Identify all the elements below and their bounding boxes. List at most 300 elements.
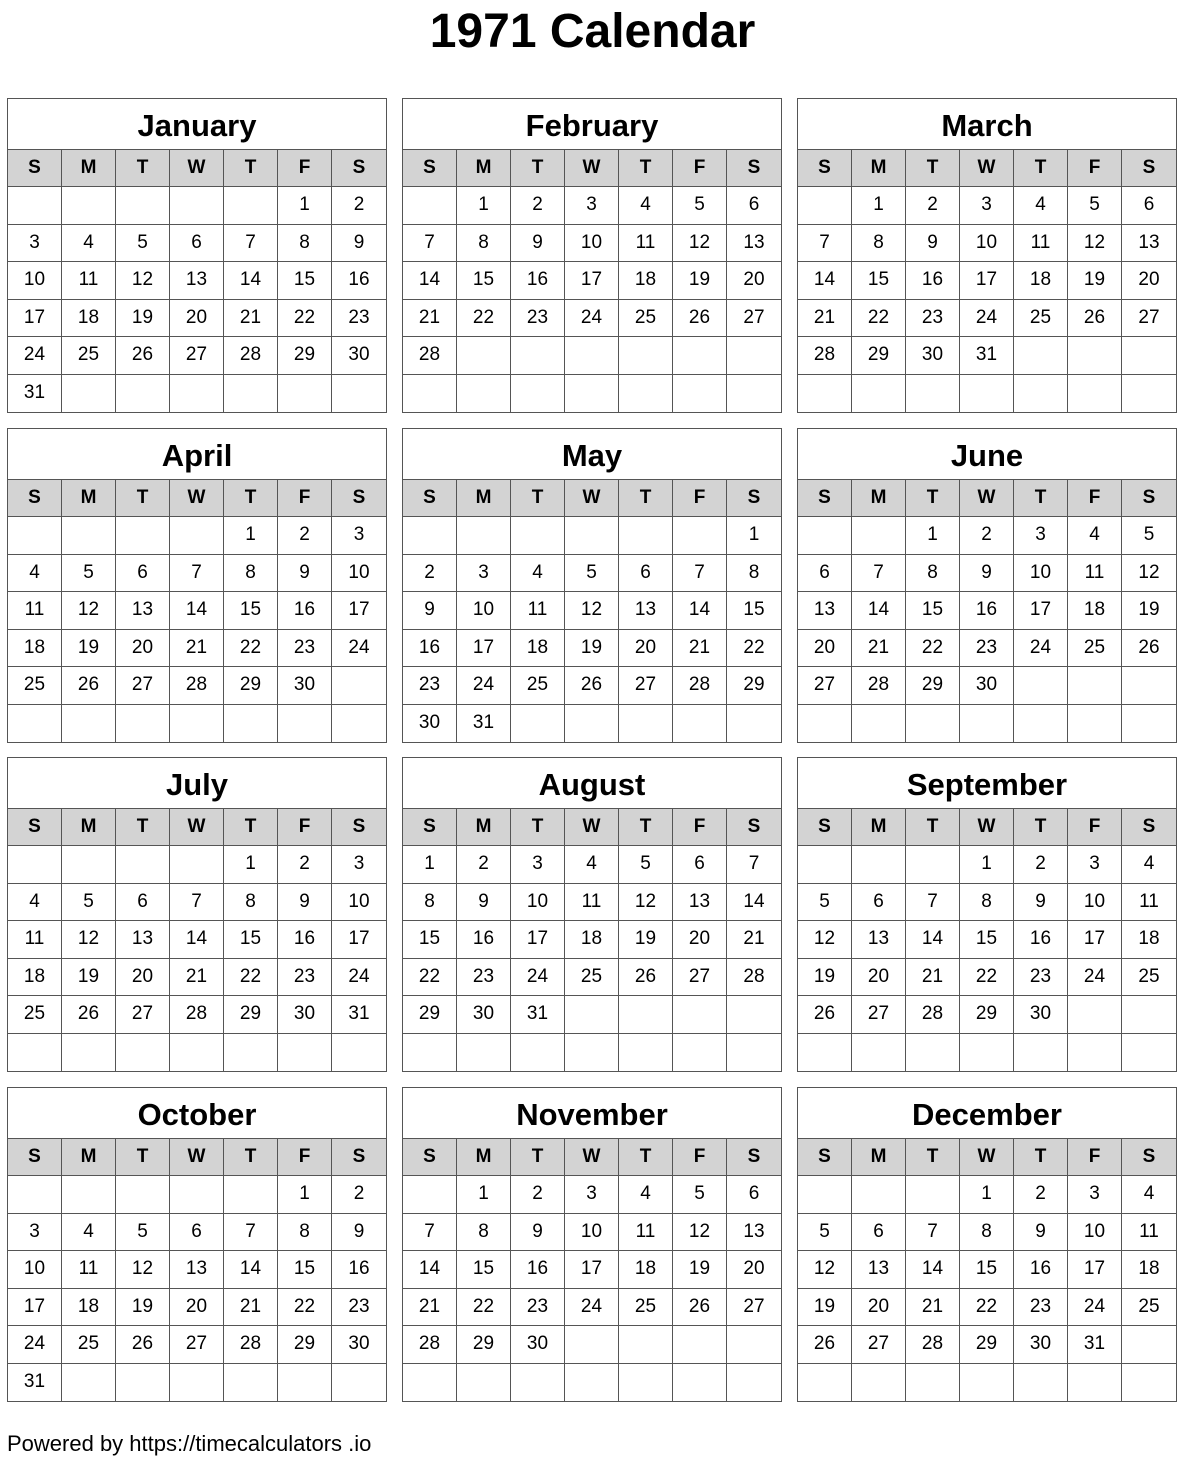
day-cell: 9	[332, 1214, 386, 1252]
day-cell: 23	[278, 959, 332, 997]
day-cell: 3	[457, 555, 511, 593]
month-title: January	[8, 99, 386, 150]
day-cell: 23	[511, 1289, 565, 1327]
weekday-header: T	[619, 150, 673, 187]
day-cell: 20	[852, 959, 906, 997]
day-cell: 30	[278, 667, 332, 705]
day-cell: 3	[565, 1176, 619, 1214]
day-cell	[906, 375, 960, 413]
day-cell: 9	[1014, 1214, 1068, 1252]
day-cell: 13	[852, 921, 906, 959]
day-cell: 19	[619, 921, 673, 959]
day-cell: 29	[457, 1326, 511, 1364]
day-cell: 28	[798, 337, 852, 375]
day-cell: 29	[278, 1326, 332, 1364]
day-cell: 15	[906, 592, 960, 630]
month-title: May	[403, 429, 781, 480]
day-cell: 23	[332, 300, 386, 338]
day-cell	[170, 187, 224, 225]
month-grid	[8, 480, 386, 742]
day-cell: 24	[1014, 630, 1068, 668]
day-cell: 24	[1068, 1289, 1122, 1327]
day-cell: 27	[619, 667, 673, 705]
day-cell: 22	[727, 630, 781, 668]
day-cell: 22	[960, 959, 1014, 997]
day-cell: 6	[852, 1214, 906, 1252]
day-cell: 4	[619, 1176, 673, 1214]
weekday-header: F	[673, 1139, 727, 1176]
day-cell: 18	[1068, 592, 1122, 630]
day-cell: 22	[960, 1289, 1014, 1327]
day-cell: 21	[403, 1289, 457, 1327]
day-cell: 20	[619, 630, 673, 668]
day-cell	[224, 375, 278, 413]
weekday-header: S	[1122, 480, 1176, 517]
day-cell: 12	[673, 225, 727, 263]
day-cell: 16	[332, 262, 386, 300]
day-cell: 6	[116, 884, 170, 922]
day-cell: 25	[8, 996, 62, 1034]
day-cell	[1014, 375, 1068, 413]
weekday-header: T	[1014, 809, 1068, 846]
day-cell: 9	[511, 225, 565, 263]
day-cell	[673, 705, 727, 743]
day-cell: 14	[224, 1251, 278, 1289]
month-march	[797, 98, 1177, 413]
day-cell	[332, 375, 386, 413]
weekday-header: T	[511, 809, 565, 846]
weekday-header: W	[960, 480, 1014, 517]
day-cell: 27	[852, 996, 906, 1034]
day-cell: 31	[8, 375, 62, 413]
weekday-header: M	[852, 150, 906, 187]
day-cell: 18	[1014, 262, 1068, 300]
weekday-header: T	[619, 1139, 673, 1176]
day-cell	[1014, 1364, 1068, 1402]
day-cell: 27	[116, 667, 170, 705]
day-cell: 29	[224, 667, 278, 705]
day-cell	[170, 517, 224, 555]
day-cell: 14	[170, 592, 224, 630]
day-cell	[62, 1176, 116, 1214]
weekday-header: W	[170, 150, 224, 187]
day-cell	[673, 375, 727, 413]
day-cell	[8, 1034, 62, 1072]
month-february	[402, 98, 782, 413]
day-cell: 31	[332, 996, 386, 1034]
day-cell: 10	[332, 884, 386, 922]
day-cell: 29	[906, 667, 960, 705]
day-cell: 7	[170, 884, 224, 922]
day-cell: 12	[1122, 555, 1176, 593]
day-cell	[403, 517, 457, 555]
day-cell: 25	[1014, 300, 1068, 338]
day-cell: 25	[1122, 959, 1176, 997]
day-cell	[511, 705, 565, 743]
day-cell	[852, 705, 906, 743]
day-cell: 2	[278, 517, 332, 555]
day-cell: 18	[1122, 1251, 1176, 1289]
day-cell: 25	[62, 337, 116, 375]
weekday-header: F	[278, 150, 332, 187]
weekday-header: S	[798, 480, 852, 517]
day-cell: 19	[673, 262, 727, 300]
day-cell	[278, 705, 332, 743]
day-cell: 16	[403, 630, 457, 668]
day-cell: 17	[332, 592, 386, 630]
day-cell: 26	[798, 1326, 852, 1364]
weekday-header: S	[727, 809, 781, 846]
weekday-header: S	[727, 1139, 781, 1176]
day-cell: 24	[565, 1289, 619, 1327]
day-cell: 27	[673, 959, 727, 997]
day-cell: 18	[565, 921, 619, 959]
day-cell: 2	[278, 846, 332, 884]
day-cell: 8	[960, 1214, 1014, 1252]
day-cell	[1122, 1364, 1176, 1402]
day-cell	[673, 1364, 727, 1402]
day-cell	[1068, 996, 1122, 1034]
weekday-header: M	[62, 1139, 116, 1176]
day-cell: 20	[673, 921, 727, 959]
day-cell: 9	[278, 884, 332, 922]
day-cell: 2	[511, 187, 565, 225]
day-cell: 4	[1014, 187, 1068, 225]
day-cell: 7	[170, 555, 224, 593]
day-cell: 10	[8, 1251, 62, 1289]
weekday-header: F	[1068, 809, 1122, 846]
day-cell: 17	[960, 262, 1014, 300]
day-cell: 26	[619, 959, 673, 997]
day-cell: 17	[1068, 1251, 1122, 1289]
day-cell: 4	[511, 555, 565, 593]
day-cell	[1014, 667, 1068, 705]
day-cell: 19	[1122, 592, 1176, 630]
day-cell: 29	[852, 337, 906, 375]
weekday-header: M	[457, 1139, 511, 1176]
weekday-header: S	[798, 1139, 852, 1176]
day-cell: 28	[852, 667, 906, 705]
day-cell: 17	[8, 300, 62, 338]
day-cell: 16	[906, 262, 960, 300]
day-cell: 3	[511, 846, 565, 884]
day-cell	[906, 846, 960, 884]
day-cell: 15	[457, 262, 511, 300]
day-cell: 17	[565, 1251, 619, 1289]
day-cell: 24	[511, 959, 565, 997]
day-cell: 25	[1068, 630, 1122, 668]
day-cell: 29	[960, 996, 1014, 1034]
day-cell: 3	[8, 225, 62, 263]
day-cell: 27	[727, 300, 781, 338]
day-cell: 8	[278, 225, 332, 263]
day-cell: 22	[457, 300, 511, 338]
day-cell	[1122, 375, 1176, 413]
weekday-header: S	[332, 1139, 386, 1176]
day-cell	[116, 1176, 170, 1214]
day-cell	[727, 996, 781, 1034]
day-cell: 20	[852, 1289, 906, 1327]
month-title: September	[798, 758, 1176, 809]
day-cell	[798, 1034, 852, 1072]
day-cell: 6	[1122, 187, 1176, 225]
month-grid	[798, 809, 1176, 1071]
day-cell	[8, 187, 62, 225]
weekday-header: S	[8, 150, 62, 187]
day-cell: 26	[1068, 300, 1122, 338]
day-cell	[62, 846, 116, 884]
day-cell	[1122, 996, 1176, 1034]
day-cell: 26	[62, 996, 116, 1034]
day-cell	[8, 705, 62, 743]
day-cell: 16	[1014, 1251, 1068, 1289]
day-cell: 18	[62, 300, 116, 338]
day-cell: 6	[798, 555, 852, 593]
weekday-header: S	[8, 1139, 62, 1176]
day-cell: 9	[403, 592, 457, 630]
day-cell: 24	[8, 337, 62, 375]
day-cell	[798, 187, 852, 225]
day-cell	[673, 517, 727, 555]
weekday-header: T	[224, 809, 278, 846]
day-cell: 28	[906, 996, 960, 1034]
day-cell: 22	[278, 300, 332, 338]
day-cell: 3	[1068, 846, 1122, 884]
day-cell: 3	[1068, 1176, 1122, 1214]
page-title: 1971 Calendar	[429, 5, 756, 58]
day-cell: 15	[960, 1251, 1014, 1289]
day-cell	[403, 1176, 457, 1214]
day-cell: 21	[727, 921, 781, 959]
month-title: October	[8, 1088, 386, 1139]
day-cell	[457, 1364, 511, 1402]
day-cell	[565, 337, 619, 375]
day-cell	[116, 517, 170, 555]
day-cell: 11	[1122, 884, 1176, 922]
day-cell: 31	[1068, 1326, 1122, 1364]
day-cell	[619, 517, 673, 555]
day-cell: 8	[852, 225, 906, 263]
day-cell: 4	[1068, 517, 1122, 555]
day-cell	[798, 517, 852, 555]
day-cell: 12	[619, 884, 673, 922]
day-cell: 25	[565, 959, 619, 997]
day-cell: 16	[278, 921, 332, 959]
day-cell: 10	[1068, 1214, 1122, 1252]
day-cell	[565, 705, 619, 743]
day-cell	[224, 705, 278, 743]
day-cell	[8, 846, 62, 884]
day-cell	[960, 375, 1014, 413]
day-cell: 11	[1068, 555, 1122, 593]
day-cell: 1	[960, 1176, 1014, 1214]
day-cell: 26	[798, 996, 852, 1034]
day-cell	[1122, 1034, 1176, 1072]
day-cell: 21	[170, 959, 224, 997]
day-cell: 27	[1122, 300, 1176, 338]
day-cell	[727, 375, 781, 413]
day-cell	[565, 375, 619, 413]
day-cell: 1	[457, 187, 511, 225]
day-cell: 5	[62, 884, 116, 922]
day-cell: 23	[511, 300, 565, 338]
day-cell: 17	[1068, 921, 1122, 959]
day-cell: 26	[673, 1289, 727, 1327]
month-may	[402, 428, 782, 743]
day-cell	[170, 1176, 224, 1214]
day-cell	[278, 1364, 332, 1402]
day-cell	[1068, 705, 1122, 743]
day-cell: 10	[565, 225, 619, 263]
day-cell: 28	[906, 1326, 960, 1364]
day-cell	[798, 1364, 852, 1402]
day-cell: 7	[403, 225, 457, 263]
day-cell: 2	[332, 1176, 386, 1214]
day-cell: 20	[170, 1289, 224, 1327]
day-cell: 11	[1014, 225, 1068, 263]
day-cell: 10	[457, 592, 511, 630]
day-cell: 23	[906, 300, 960, 338]
day-cell: 28	[403, 337, 457, 375]
month-grid	[8, 809, 386, 1071]
day-cell: 24	[332, 959, 386, 997]
day-cell: 22	[403, 959, 457, 997]
day-cell	[170, 375, 224, 413]
day-cell: 3	[960, 187, 1014, 225]
day-cell	[960, 705, 1014, 743]
day-cell: 15	[224, 592, 278, 630]
day-cell: 22	[457, 1289, 511, 1327]
weekday-header: S	[1122, 150, 1176, 187]
day-cell	[116, 705, 170, 743]
day-cell: 1	[457, 1176, 511, 1214]
day-cell: 18	[619, 262, 673, 300]
day-cell	[332, 705, 386, 743]
weekday-header: T	[511, 480, 565, 517]
day-cell: 21	[798, 300, 852, 338]
day-cell: 14	[403, 1251, 457, 1289]
day-cell	[852, 1364, 906, 1402]
day-cell: 24	[457, 667, 511, 705]
day-cell	[565, 1034, 619, 1072]
day-cell	[619, 996, 673, 1034]
day-cell: 21	[906, 1289, 960, 1327]
weekday-header: T	[116, 480, 170, 517]
day-cell: 4	[62, 1214, 116, 1252]
day-cell	[906, 1176, 960, 1214]
day-cell: 10	[1068, 884, 1122, 922]
day-cell: 2	[1014, 1176, 1068, 1214]
weekday-header: T	[224, 1139, 278, 1176]
day-cell: 7	[852, 555, 906, 593]
day-cell	[62, 517, 116, 555]
day-cell: 5	[798, 884, 852, 922]
day-cell	[673, 996, 727, 1034]
weekday-header: W	[960, 1139, 1014, 1176]
weekday-header: F	[673, 809, 727, 846]
day-cell: 27	[116, 996, 170, 1034]
day-cell: 5	[798, 1214, 852, 1252]
day-cell: 26	[1122, 630, 1176, 668]
day-cell: 7	[403, 1214, 457, 1252]
day-cell: 1	[278, 1176, 332, 1214]
day-cell: 13	[116, 921, 170, 959]
day-cell: 22	[852, 300, 906, 338]
weekday-header: T	[224, 150, 278, 187]
day-cell: 15	[224, 921, 278, 959]
day-cell: 14	[906, 921, 960, 959]
month-october	[7, 1087, 387, 1402]
day-cell	[511, 517, 565, 555]
weekday-header: W	[170, 1139, 224, 1176]
day-cell: 13	[727, 1214, 781, 1252]
day-cell: 23	[403, 667, 457, 705]
day-cell: 7	[798, 225, 852, 263]
day-cell: 12	[1068, 225, 1122, 263]
day-cell: 11	[565, 884, 619, 922]
day-cell: 22	[224, 959, 278, 997]
day-cell: 9	[906, 225, 960, 263]
day-cell: 25	[62, 1326, 116, 1364]
day-cell: 5	[673, 187, 727, 225]
day-cell	[511, 1034, 565, 1072]
day-cell: 31	[960, 337, 1014, 375]
day-cell: 15	[278, 1251, 332, 1289]
day-cell: 8	[278, 1214, 332, 1252]
day-cell: 24	[332, 630, 386, 668]
day-cell: 4	[565, 846, 619, 884]
day-cell: 15	[960, 921, 1014, 959]
weekday-header: S	[727, 150, 781, 187]
weekday-header: F	[1068, 480, 1122, 517]
day-cell: 28	[727, 959, 781, 997]
day-cell: 12	[798, 1251, 852, 1289]
weekday-header: T	[116, 809, 170, 846]
day-cell: 25	[1122, 1289, 1176, 1327]
day-cell	[1122, 705, 1176, 743]
month-title: April	[8, 429, 386, 480]
day-cell	[457, 337, 511, 375]
day-cell	[224, 1364, 278, 1402]
day-cell: 17	[332, 921, 386, 959]
day-cell: 20	[116, 630, 170, 668]
month-june	[797, 428, 1177, 743]
day-cell	[565, 517, 619, 555]
day-cell: 30	[906, 337, 960, 375]
day-cell: 13	[673, 884, 727, 922]
month-august	[402, 757, 782, 1072]
day-cell: 10	[565, 1214, 619, 1252]
day-cell: 22	[906, 630, 960, 668]
day-cell: 5	[1068, 187, 1122, 225]
day-cell	[332, 667, 386, 705]
day-cell: 29	[224, 996, 278, 1034]
day-cell: 10	[1014, 555, 1068, 593]
day-cell	[1068, 337, 1122, 375]
day-cell: 15	[852, 262, 906, 300]
day-cell	[960, 1364, 1014, 1402]
day-cell: 25	[619, 300, 673, 338]
day-cell: 19	[565, 630, 619, 668]
weekday-header: F	[278, 809, 332, 846]
day-cell: 27	[727, 1289, 781, 1327]
day-cell: 16	[278, 592, 332, 630]
weekday-header: T	[619, 480, 673, 517]
day-cell: 17	[565, 262, 619, 300]
day-cell: 14	[727, 884, 781, 922]
weekday-header: S	[403, 150, 457, 187]
day-cell: 23	[1014, 959, 1068, 997]
